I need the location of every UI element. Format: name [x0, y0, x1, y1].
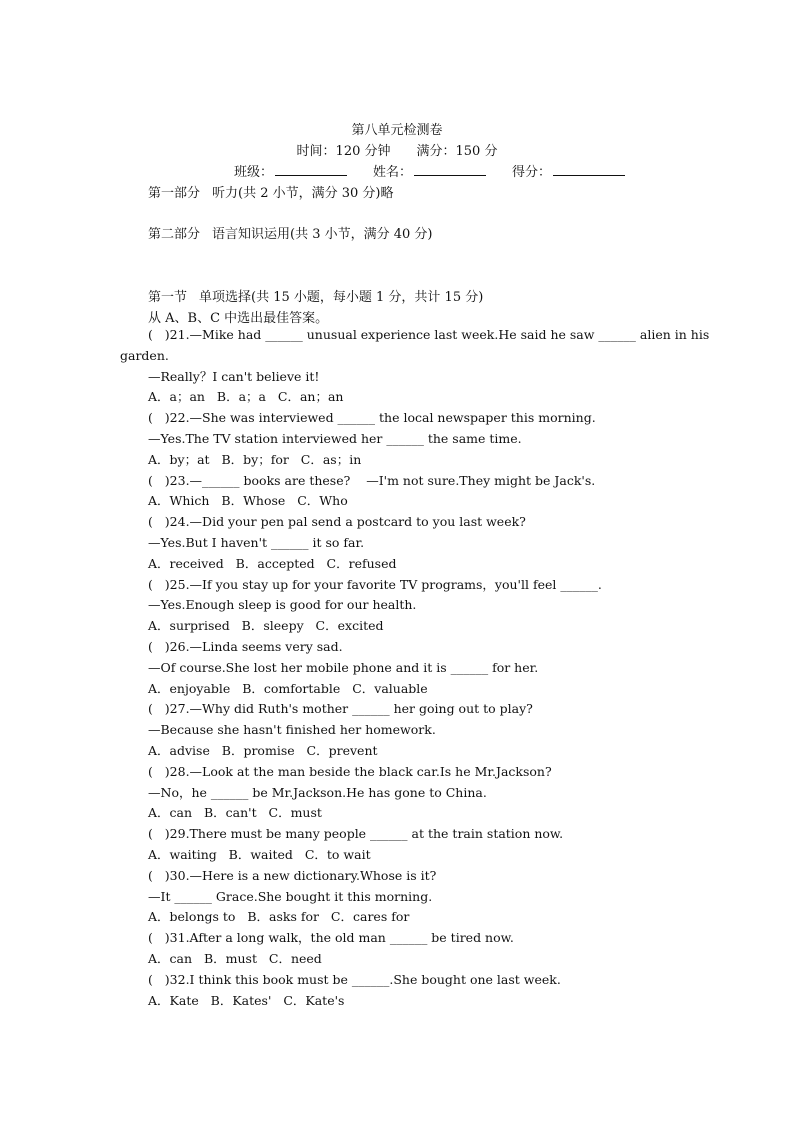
part1-heading: [148, 182, 394, 201]
question-item: [120, 575, 680, 637]
question-item: [120, 408, 680, 470]
question-line: —Yes.But I haven't ______ it so far.: [148, 534, 365, 550]
answer-options: A．can B．must C．need: [148, 950, 322, 966]
question-line: —No，he ______ be Mr.Jackson.He has gone to China.: [148, 784, 487, 800]
page-title: 第八单元检测卷: [351, 123, 443, 138]
exam-meta: [0, 140, 794, 159]
question-list: [120, 325, 710, 1011]
part2-text: 语言知识运用(共 3 小节，满分 40 分): [212, 227, 433, 242]
question-item: [120, 866, 680, 928]
grade-label-text: 得分：: [512, 165, 552, 180]
class-label-text: 班级：: [234, 165, 274, 180]
part2-number: 第二部分: [148, 227, 201, 242]
question-line: —It ______ Grace.She bought it this morning.: [148, 888, 433, 904]
answer-options: A．Which B．Whose C．Who: [148, 493, 348, 509]
part1-text: 听力(共 2 小节，满分 30 分)略: [212, 186, 394, 201]
question-stem: ( )26.—Linda seems very sad.: [148, 638, 343, 654]
part1-number: 第一部分: [148, 186, 201, 201]
question-item: [120, 970, 680, 1012]
question-item: [120, 762, 680, 824]
question-line: —Of course.She lost her mobile phone and it is ______ for her.: [148, 659, 539, 675]
answer-options: A．enjoyable B．comfortable C．valuable: [148, 680, 428, 696]
grade-label: [512, 165, 625, 180]
answer-options: A．belongs to B．asks for C．cares for: [148, 909, 410, 925]
student-info: [234, 161, 625, 180]
answer-options: A．received B．accepted C．refused: [148, 555, 397, 571]
class-blank[interactable]: [275, 163, 347, 176]
name-label: [373, 165, 486, 180]
question-stem: ( )22.—She was interviewed ______ the local newspaper this morning.: [148, 410, 596, 426]
question-item: [120, 325, 710, 408]
question-stem: ( )21.—Mike had ______ unusual experience last week.He said he saw ______ alien in his: [148, 327, 710, 342]
time-limit: 时间：120 分钟: [296, 144, 391, 159]
name-label-text: 姓名：: [373, 165, 413, 180]
answer-options: A．Kate B．Kates' C．Kate's: [148, 992, 345, 1008]
section1-number: 第一节: [148, 290, 188, 305]
part2-heading: [148, 223, 433, 242]
question-item: [120, 824, 680, 866]
answer-options: A．a；an B．a；a C．an；an: [148, 389, 344, 405]
question-item: [120, 471, 680, 513]
answer-options: A．advise B．promise C．prevent: [148, 742, 378, 758]
question-line: garden.: [120, 347, 169, 363]
answer-options: A．can B．can't C．must: [148, 805, 322, 821]
answer-options: A．waiting B．waited C．to wait: [148, 846, 371, 862]
section1-text: 单项选择(共 15 小题，每小题 1 分，共计 15 分): [199, 290, 484, 305]
question-stem: ( )25.—If you stay up for your favorite TV programs，you'll feel ______.: [148, 576, 602, 592]
question-stem: ( )31.After a long walk，the old man ______ be tired now.: [148, 930, 514, 946]
question-line: —Really？I can't believe it!: [148, 368, 320, 384]
question-line: —Yes.Enough sleep is good for our health.: [148, 597, 417, 613]
question-stem: ( )24.—Did your pen pal send a postcard to you last week?: [148, 514, 526, 530]
question-stem: ( )29.There must be many people ______ at the train station now.: [148, 826, 564, 842]
answer-options: A．by；at B．by；for C．as；in: [148, 451, 362, 467]
question-item: [120, 637, 680, 699]
question-item: [120, 928, 680, 970]
question-stem: ( )27.—Why did Ruth's mother ______ her going out to play?: [148, 701, 533, 717]
question-item: [120, 512, 680, 574]
question-stem: ( )30.—Here is a new dictionary.Whose is it?: [148, 867, 437, 883]
instruction: 从 A、B、C 中选出最佳答案。: [148, 311, 329, 326]
full-score: 满分：150 分: [416, 144, 498, 159]
question-stem: ( )28.—Look at the man beside the black car.Is he Mr.Jackson?: [148, 763, 552, 779]
answer-options: A．surprised B．sleepy C．excited: [148, 618, 384, 634]
section1-heading: [148, 286, 483, 305]
class-label: [234, 165, 347, 180]
question-item: [120, 699, 680, 761]
question-stem: ( )32.I think this book must be ______.She bought one last week.: [148, 971, 561, 987]
name-blank[interactable]: [414, 163, 486, 176]
question-line: —Because she hasn't finished her homework.: [148, 722, 436, 738]
question-stem: ( )23.—______ books are these? —I'm not sure.They might be Jack's.: [148, 472, 596, 488]
grade-blank[interactable]: [553, 163, 625, 176]
question-line: —Yes.The TV station interviewed her ______ the same time.: [148, 430, 522, 446]
